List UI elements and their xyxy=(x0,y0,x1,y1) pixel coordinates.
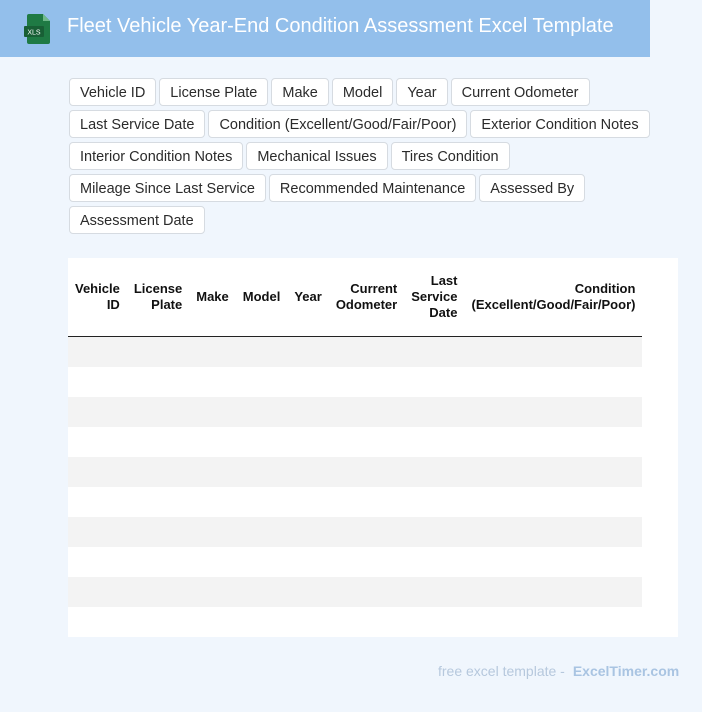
table-row xyxy=(68,577,642,607)
table-cell[interactable] xyxy=(189,457,236,487)
column-header-line: Current xyxy=(350,281,398,296)
table-cell[interactable] xyxy=(404,547,464,577)
column-header-line: Service xyxy=(411,289,458,304)
field-chip-list xyxy=(69,78,674,234)
table-cell[interactable] xyxy=(464,397,642,427)
table-cell[interactable] xyxy=(236,607,288,637)
column-header-line: Last xyxy=(430,273,458,288)
table-cell[interactable] xyxy=(189,577,236,607)
table-cell[interactable] xyxy=(404,517,464,547)
table-cell[interactable] xyxy=(127,487,189,517)
table-cell[interactable] xyxy=(287,577,328,607)
table-cell[interactable] xyxy=(287,457,328,487)
field-chip: Tires Condition xyxy=(391,142,510,170)
excel-file-icon xyxy=(24,14,50,44)
column-header xyxy=(68,258,127,337)
table-cell[interactable] xyxy=(236,577,288,607)
table-cell[interactable] xyxy=(127,367,189,397)
field-chip: Interior Condition Notes xyxy=(69,142,243,170)
page-header xyxy=(0,0,650,57)
column-header-line: Odometer xyxy=(335,297,398,312)
table-cell[interactable] xyxy=(189,337,236,368)
column-header-line: (Excellent/Good/Fair/Poor) xyxy=(471,297,636,312)
field-chip: Recommended Maintenance xyxy=(269,174,476,202)
table-cell[interactable] xyxy=(189,607,236,637)
table-row xyxy=(68,337,642,368)
table-cell[interactable] xyxy=(127,517,189,547)
table-cell[interactable] xyxy=(68,337,127,368)
field-chip: Assessed By xyxy=(479,174,585,202)
table-cell[interactable] xyxy=(287,367,328,397)
table-cell[interactable] xyxy=(189,487,236,517)
table-cell[interactable] xyxy=(329,547,404,577)
table-cell[interactable] xyxy=(127,397,189,427)
table-cell[interactable] xyxy=(68,577,127,607)
column-header-line: Condition xyxy=(574,281,636,296)
column-header-line: Vehicle xyxy=(75,281,120,296)
table-cell[interactable] xyxy=(68,457,127,487)
table-cell[interactable] xyxy=(127,337,189,368)
field-chip: Mileage Since Last Service xyxy=(69,174,266,202)
table-cell[interactable] xyxy=(329,427,404,457)
column-header-line: Model xyxy=(242,289,281,304)
table-cell[interactable] xyxy=(464,487,642,517)
table-cell[interactable] xyxy=(127,427,189,457)
field-chip: Exterior Condition Notes xyxy=(470,110,649,138)
table-cell[interactable] xyxy=(189,517,236,547)
table-header-row xyxy=(68,258,642,337)
table-cell[interactable] xyxy=(287,487,328,517)
table-cell[interactable] xyxy=(404,457,464,487)
table-cell[interactable] xyxy=(287,547,328,577)
field-chip: Mechanical Issues xyxy=(246,142,387,170)
table-cell[interactable] xyxy=(68,607,127,637)
table-row xyxy=(68,427,642,457)
table-row xyxy=(68,397,642,427)
table-row xyxy=(68,457,642,487)
table-cell[interactable] xyxy=(236,487,288,517)
table-cell[interactable] xyxy=(189,547,236,577)
column-header xyxy=(189,258,236,337)
field-chip: Year xyxy=(396,78,447,106)
page-title: Fleet Vehicle Year-End Condition Assessment Excel Template xyxy=(67,15,614,37)
field-chip: Make xyxy=(271,78,328,106)
field-chip: License Plate xyxy=(159,78,268,106)
table-cell[interactable] xyxy=(236,517,288,547)
template-table xyxy=(68,258,678,637)
table-cell[interactable] xyxy=(329,577,404,607)
table-cell[interactable] xyxy=(236,367,288,397)
table-cell[interactable] xyxy=(404,337,464,368)
table-body xyxy=(68,337,642,638)
table-cell[interactable] xyxy=(329,367,404,397)
table-cell[interactable] xyxy=(127,577,189,607)
field-chip: Last Service Date xyxy=(69,110,205,138)
field-chip: Current Odometer xyxy=(451,78,590,106)
table-cell[interactable] xyxy=(127,457,189,487)
table-cell[interactable] xyxy=(68,397,127,427)
column-header xyxy=(127,258,189,337)
field-chip: Model xyxy=(332,78,394,106)
table-cell[interactable] xyxy=(404,607,464,637)
table-cell[interactable] xyxy=(236,337,288,368)
table-cell[interactable] xyxy=(68,547,127,577)
table-cell[interactable] xyxy=(329,487,404,517)
column-header-line: Date xyxy=(429,305,458,320)
table-cell[interactable] xyxy=(189,427,236,457)
table-cell[interactable] xyxy=(404,577,464,607)
table-row xyxy=(68,367,642,397)
table-cell[interactable] xyxy=(68,487,127,517)
table-row xyxy=(68,607,642,637)
table-cell[interactable] xyxy=(68,427,127,457)
table-cell[interactable] xyxy=(464,577,642,607)
table-cell[interactable] xyxy=(464,337,642,368)
table-cell[interactable] xyxy=(329,517,404,547)
table-cell[interactable] xyxy=(127,547,189,577)
table-cell[interactable] xyxy=(287,397,328,427)
table-cell[interactable] xyxy=(189,367,236,397)
table-cell[interactable] xyxy=(464,517,642,547)
footer xyxy=(438,663,679,679)
table-cell[interactable] xyxy=(404,427,464,457)
table-row xyxy=(68,517,642,547)
table-cell[interactable] xyxy=(329,607,404,637)
column-header xyxy=(404,258,464,337)
table-cell[interactable] xyxy=(464,547,642,577)
column-header-line: ID xyxy=(106,297,120,312)
table-row xyxy=(68,487,642,517)
field-chip: Vehicle ID xyxy=(69,78,156,106)
table-cell[interactable] xyxy=(68,517,127,547)
column-header xyxy=(464,258,642,337)
table-cell[interactable] xyxy=(287,337,328,368)
column-header xyxy=(236,258,288,337)
table-cell[interactable] xyxy=(236,397,288,427)
table-cell[interactable] xyxy=(287,517,328,547)
table-cell[interactable] xyxy=(464,457,642,487)
table-cell[interactable] xyxy=(236,427,288,457)
column-header xyxy=(287,258,328,337)
table-cell[interactable] xyxy=(236,457,288,487)
footer-brand-link[interactable]: ExcelTimer.com xyxy=(572,663,680,679)
table-cell[interactable] xyxy=(329,337,404,368)
table-cell[interactable] xyxy=(464,607,642,637)
footer-text: free excel template - xyxy=(438,663,565,679)
excel-icon-label: XLS xyxy=(27,29,41,37)
column-header-line: Make xyxy=(196,289,229,304)
table-cell[interactable] xyxy=(464,367,642,397)
table-cell[interactable] xyxy=(404,367,464,397)
column-header-line: Year xyxy=(294,289,322,304)
table-cell[interactable] xyxy=(404,487,464,517)
table-row xyxy=(68,547,642,577)
table-cell[interactable] xyxy=(287,607,328,637)
table-cell[interactable] xyxy=(287,427,328,457)
table-cell[interactable] xyxy=(464,427,642,457)
column-header-line: Plate xyxy=(151,297,183,312)
table-cell[interactable] xyxy=(404,397,464,427)
field-chip: Condition (Excellent/Good/Fair/Poor) xyxy=(208,110,467,138)
field-chip: Assessment Date xyxy=(69,206,205,234)
table-cell[interactable] xyxy=(329,457,404,487)
column-header-line: License xyxy=(133,281,183,296)
column-header xyxy=(329,258,404,337)
table-cell[interactable] xyxy=(68,367,127,397)
table-cell[interactable] xyxy=(127,607,189,637)
table-cell[interactable] xyxy=(189,397,236,427)
table-cell[interactable] xyxy=(236,547,288,577)
table-cell[interactable] xyxy=(329,397,404,427)
